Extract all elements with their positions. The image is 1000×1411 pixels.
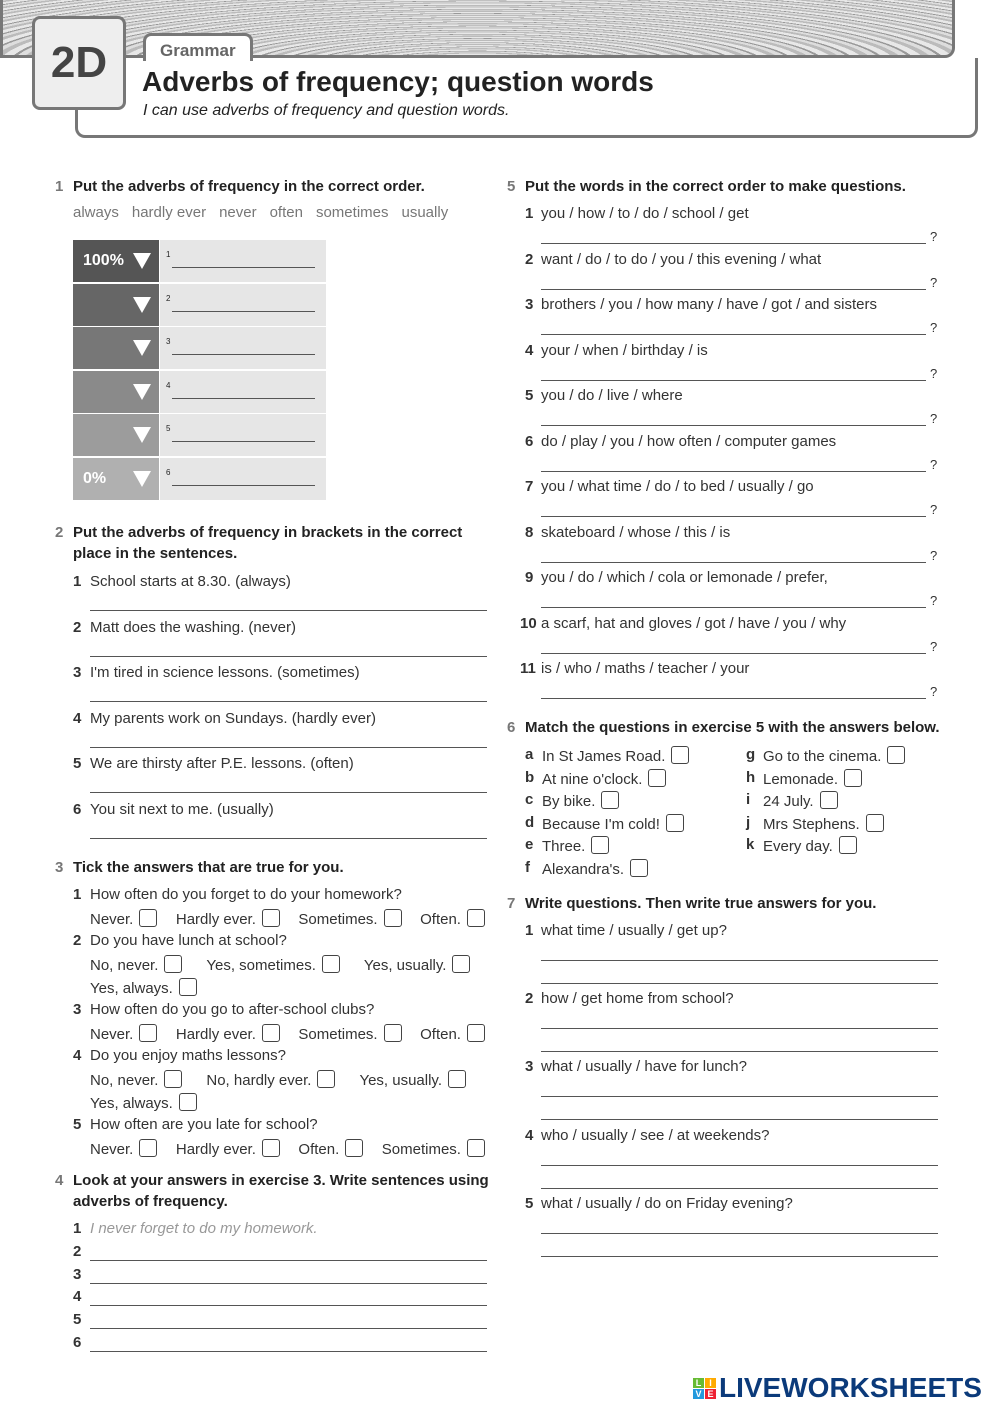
item-number: 5 xyxy=(73,1311,82,1329)
answer-cell-number: 5 xyxy=(166,424,171,433)
answer-letter: a xyxy=(525,746,534,763)
option-label: Sometimes. xyxy=(381,1141,461,1158)
item-number: 1 xyxy=(73,1220,82,1237)
option[interactable] xyxy=(90,1093,197,1112)
answer-line[interactable] xyxy=(541,1051,938,1052)
exercise-title: Put the words in the correct order to make questions. xyxy=(525,178,906,195)
question-mark: ? xyxy=(930,411,938,426)
item-text: School starts at 8.30. (always) xyxy=(90,573,291,590)
answer-letter: d xyxy=(525,813,535,831)
answer-letter: k xyxy=(746,836,755,854)
option-label: Sometimes. xyxy=(298,1026,378,1043)
option[interactable] xyxy=(90,978,197,997)
page-title: Adverbs of frequency; question words xyxy=(142,66,654,97)
question-mark: ? xyxy=(930,456,938,472)
question-mark: ? xyxy=(930,684,938,699)
answer-line[interactable] xyxy=(541,983,938,984)
option-label: No, never. xyxy=(90,1072,159,1089)
exercise-title: Put the adverbs of frequency in the correct order. xyxy=(73,178,425,195)
answer-text: Alexandra's. xyxy=(542,861,625,878)
item-text: brothers / you / how many / have / got / and sisters xyxy=(541,296,877,313)
answer-line[interactable] xyxy=(90,1283,487,1284)
exercise-title: Write questions. Then write true answers for you. xyxy=(525,895,877,912)
down-arrow-icon xyxy=(133,384,151,400)
option-row xyxy=(90,909,485,928)
frequency-scale-cell xyxy=(73,327,159,369)
section-tab: Grammar xyxy=(143,33,253,61)
item-number: 5 xyxy=(525,1194,534,1212)
item-number: 4 xyxy=(525,1126,534,1144)
exercise-number: 6 xyxy=(507,719,516,736)
option[interactable] xyxy=(206,955,340,974)
frequency-scale-cell xyxy=(73,240,159,282)
example-answer: I never forget to do my homework. xyxy=(90,1220,318,1237)
option[interactable] xyxy=(298,909,401,928)
option-row xyxy=(90,955,470,974)
answer-cell xyxy=(160,371,326,413)
item-text: do / play / you / how often / computer games xyxy=(541,432,837,450)
answer-option xyxy=(763,769,862,788)
answer-cell-number: 6 xyxy=(166,467,171,477)
item-number: 2 xyxy=(73,1242,82,1260)
answer-line[interactable] xyxy=(541,1028,938,1029)
answer-line[interactable] xyxy=(541,516,926,517)
item-text: you / what time / do / to bed / usually / go xyxy=(541,478,814,495)
answer-line[interactable] xyxy=(541,334,926,335)
logo-tile: V xyxy=(693,1389,704,1399)
answer-text: Mrs Stephens. xyxy=(763,815,860,833)
item-number: 10 xyxy=(520,614,537,632)
answer-letter: g xyxy=(746,746,756,763)
item-text: you / do / live / where xyxy=(541,387,683,404)
exercise-title: Look at your answers in exercise 3. Write sentences using xyxy=(73,1172,489,1189)
answer-line[interactable] xyxy=(172,485,315,486)
checkbox[interactable] xyxy=(384,1024,402,1042)
item-text: how / get home from school? xyxy=(541,990,734,1008)
option-label: Often. xyxy=(420,1026,461,1043)
checkbox[interactable] xyxy=(839,836,857,854)
item-number: 5 xyxy=(525,387,534,404)
item-number: 6 xyxy=(525,432,534,450)
answer-line[interactable] xyxy=(172,267,315,268)
answer-cell xyxy=(160,458,326,500)
checkbox[interactable] xyxy=(630,859,648,877)
option[interactable] xyxy=(90,909,157,928)
answer-cell-number: 1 xyxy=(166,250,171,259)
answer-line[interactable] xyxy=(172,311,315,312)
item-number: 6 xyxy=(73,1334,82,1351)
scale-label: 0% xyxy=(83,469,107,487)
word-bank-item: hardly ever xyxy=(131,204,207,221)
option[interactable] xyxy=(420,909,485,928)
answer-line[interactable] xyxy=(541,1165,938,1166)
answer-line[interactable] xyxy=(541,1188,938,1189)
item-text: who / usually / see / at weekends? xyxy=(541,1126,770,1144)
exercise-number: 4 xyxy=(55,1172,64,1189)
checkbox[interactable] xyxy=(139,909,157,927)
logo-tiles xyxy=(693,1378,716,1399)
word-bank-item: always xyxy=(73,204,119,221)
checkbox[interactable] xyxy=(384,909,402,927)
answer-text: At nine o'clock. xyxy=(542,770,643,788)
checkbox[interactable] xyxy=(179,1093,197,1111)
checkbox[interactable] xyxy=(317,1070,335,1088)
checkbox[interactable] xyxy=(591,836,609,854)
answer-letter: h xyxy=(746,768,756,786)
liveworksheets-logo xyxy=(693,1372,982,1404)
answer-option xyxy=(542,814,684,833)
item-text: what / usually / do on Friday evening? xyxy=(541,1194,793,1212)
option[interactable] xyxy=(176,909,280,928)
page-subtitle: I can use adverbs of frequency and question words. xyxy=(143,102,510,119)
answer-option xyxy=(542,769,666,788)
answer-line[interactable] xyxy=(541,1256,938,1257)
question-text: How often do you go to after-school clubs? xyxy=(90,1001,375,1018)
answer-option xyxy=(763,836,857,855)
answer-line[interactable] xyxy=(90,610,487,611)
option[interactable] xyxy=(90,1070,182,1089)
checkbox[interactable] xyxy=(452,955,470,973)
item-text: is / who / maths / teacher / your xyxy=(541,660,750,677)
checkbox[interactable] xyxy=(139,1024,157,1042)
answer-letter: i xyxy=(746,791,751,809)
item-text: I'm tired in science lessons. (sometimes) xyxy=(90,664,360,682)
item-number: 5 xyxy=(73,1116,82,1133)
question-mark: ? xyxy=(930,229,938,244)
exercise-title: Put the adverbs of frequency in brackets in the correct xyxy=(73,524,463,541)
option[interactable] xyxy=(359,1070,466,1089)
answer-cell-number: 4 xyxy=(166,380,171,390)
item-number: 9 xyxy=(525,569,534,586)
item-text: your / when / birthday / is xyxy=(541,341,708,359)
checkbox[interactable] xyxy=(887,746,905,764)
item-number: 3 xyxy=(525,1058,534,1076)
answer-option xyxy=(763,746,905,765)
option[interactable] xyxy=(176,1139,280,1158)
answer-line[interactable] xyxy=(541,425,926,426)
logo-text: LIVEWORKSHEETS xyxy=(719,1372,982,1403)
checkbox[interactable] xyxy=(179,978,197,996)
answer-line[interactable] xyxy=(541,1119,938,1120)
answer-option xyxy=(763,791,838,810)
down-arrow-icon xyxy=(133,427,151,443)
answer-line[interactable] xyxy=(541,653,926,654)
question-text: How often are you late for school? xyxy=(90,1116,318,1133)
checkbox[interactable] xyxy=(820,791,838,809)
answer-line[interactable] xyxy=(90,747,487,748)
unit-code: 2D xyxy=(32,16,126,110)
option[interactable] xyxy=(420,1024,485,1043)
option-label: Often. xyxy=(298,1141,340,1158)
question-mark: ? xyxy=(930,365,938,381)
item-text: skateboard / whose / this / is xyxy=(541,523,731,541)
item-text: We are thirsty after P.E. lessons. (often) xyxy=(90,755,354,773)
question-mark: ? xyxy=(930,502,938,517)
answer-text: Go to the cinema. xyxy=(763,748,882,765)
option-row xyxy=(90,978,197,997)
answer-line[interactable] xyxy=(90,792,487,793)
option[interactable] xyxy=(298,1024,401,1043)
answer-cell xyxy=(160,414,326,456)
checkbox[interactable] xyxy=(671,746,689,764)
answer-line[interactable] xyxy=(541,1096,938,1097)
exercise-number: 2 xyxy=(55,524,64,541)
answer-letter: b xyxy=(525,768,535,786)
checkbox[interactable] xyxy=(866,814,884,832)
answer-line[interactable] xyxy=(90,656,487,657)
option-row xyxy=(90,1093,197,1112)
answer-text: 24 July. xyxy=(763,793,814,811)
checkbox[interactable] xyxy=(467,909,485,927)
checkbox[interactable] xyxy=(164,955,182,973)
answer-cell xyxy=(160,327,326,369)
item-number: 7 xyxy=(525,478,534,495)
exercise-number: 1 xyxy=(55,178,64,195)
option-label: Yes, usually. xyxy=(359,1072,442,1089)
answer-cell-number: 3 xyxy=(166,337,171,346)
item-number: 3 xyxy=(73,1265,82,1283)
down-arrow-icon xyxy=(133,253,151,269)
checkbox[interactable] xyxy=(467,1024,485,1042)
answer-cell xyxy=(160,284,326,326)
item-number: 4 xyxy=(73,1047,82,1064)
answer-line[interactable] xyxy=(90,1260,487,1261)
answer-option xyxy=(542,746,689,765)
option-label: Often. xyxy=(420,911,461,928)
question-mark: ? xyxy=(930,593,938,608)
word-bank-item: often xyxy=(269,204,303,221)
frequency-scale-cell xyxy=(73,458,159,500)
frequency-scale-cell xyxy=(73,414,159,456)
logo-tile: I xyxy=(705,1378,716,1388)
question-mark: ? xyxy=(930,274,938,290)
checkbox[interactable] xyxy=(139,1139,157,1157)
item-number: 1 xyxy=(525,922,534,939)
option-label: Never. xyxy=(90,1026,134,1043)
frequency-scale-cell xyxy=(73,284,159,326)
option[interactable] xyxy=(298,1139,363,1158)
item-text: what time / usually / get up? xyxy=(541,922,727,939)
frequency-scale-cell xyxy=(73,371,159,413)
item-number: 2 xyxy=(525,990,534,1008)
item-number: 3 xyxy=(73,1001,82,1018)
item-text: you / do / which / cola or lemonade / prefer, xyxy=(541,569,828,586)
answer-letter: f xyxy=(525,859,530,876)
answer-letter: c xyxy=(525,791,534,809)
answer-letter: j xyxy=(746,813,751,831)
item-number: 4 xyxy=(73,1288,82,1306)
checkbox[interactable] xyxy=(345,1139,363,1157)
exercise-number: 3 xyxy=(55,859,64,876)
answer-line[interactable] xyxy=(172,441,315,442)
answer-text: By bike. xyxy=(542,793,596,811)
answer-cell-number: 2 xyxy=(166,293,171,303)
checkbox[interactable] xyxy=(648,769,666,787)
option-label: Yes, always. xyxy=(90,1095,173,1112)
option-label: Yes, always. xyxy=(90,980,173,997)
answer-letter: e xyxy=(525,836,534,854)
item-number: 1 xyxy=(73,573,82,590)
exercise-title: Tick the answers that are true for you. xyxy=(73,859,344,876)
answer-option xyxy=(542,859,648,878)
exercise-title: Match the questions in exercise 5 with the answers below. xyxy=(525,719,940,736)
word-bank-item: usually xyxy=(401,204,449,221)
question-mark: ? xyxy=(930,638,938,654)
option[interactable] xyxy=(90,1139,157,1158)
option-label: No, never. xyxy=(90,957,159,974)
word-bank-item: sometimes xyxy=(315,204,389,221)
answer-line[interactable] xyxy=(90,838,487,839)
answer-option xyxy=(542,791,619,810)
word-bank xyxy=(73,204,448,221)
option-label: Never. xyxy=(90,1141,134,1158)
option-label: Hardly ever. xyxy=(175,1026,256,1043)
question-text: Do you have lunch at school? xyxy=(90,932,287,949)
item-number: 2 xyxy=(73,932,82,949)
answer-line[interactable] xyxy=(541,289,926,290)
answer-line[interactable] xyxy=(541,698,926,699)
item-number: 1 xyxy=(525,205,534,222)
option-label: Hardly ever. xyxy=(175,1141,256,1158)
logo-tile: L xyxy=(693,1378,704,1388)
down-arrow-icon xyxy=(133,471,151,487)
down-arrow-icon xyxy=(133,297,151,313)
item-number: 1 xyxy=(73,886,82,903)
checkbox[interactable] xyxy=(164,1070,182,1088)
item-number: 11 xyxy=(520,660,536,677)
answer-line[interactable] xyxy=(172,398,315,399)
option-row xyxy=(90,1070,466,1089)
option[interactable] xyxy=(206,1070,335,1089)
answer-line[interactable] xyxy=(541,380,926,381)
answer-cell xyxy=(160,240,326,282)
checkbox[interactable] xyxy=(601,791,619,809)
answer-line[interactable] xyxy=(541,607,926,608)
answer-line[interactable] xyxy=(541,562,926,563)
question-mark: ? xyxy=(930,320,938,335)
exercise-title-line2: place in the sentences. xyxy=(73,545,238,562)
answer-line[interactable] xyxy=(541,243,926,244)
option[interactable] xyxy=(90,1024,157,1043)
checkbox[interactable] xyxy=(467,1139,485,1157)
option-label: Never. xyxy=(90,911,134,928)
answer-text: Lemonade. xyxy=(763,770,839,788)
item-number: 4 xyxy=(525,341,534,359)
answer-option xyxy=(763,814,884,833)
answer-option xyxy=(542,836,609,855)
option[interactable] xyxy=(176,1024,280,1043)
answer-line[interactable] xyxy=(90,701,487,702)
answer-text: Three. xyxy=(542,838,586,856)
question-mark: ? xyxy=(930,547,938,563)
option-label: Sometimes. xyxy=(298,911,378,928)
exercise-title-line2: adverbs of frequency. xyxy=(73,1193,228,1210)
checkbox[interactable] xyxy=(262,1024,280,1042)
item-number: 2 xyxy=(525,250,534,268)
item-number: 4 xyxy=(73,709,82,727)
option-label: No, hardly ever. xyxy=(206,1072,312,1089)
item-text: a scarf, hat and gloves / got / have / you / why xyxy=(541,614,847,632)
option[interactable] xyxy=(364,955,471,974)
item-number: 3 xyxy=(525,296,534,313)
answer-line[interactable] xyxy=(90,1305,487,1306)
option-row xyxy=(90,1024,485,1043)
answer-line[interactable] xyxy=(172,354,315,355)
answer-line[interactable] xyxy=(90,1351,487,1352)
option-label: Yes, usually. xyxy=(363,957,447,974)
option-label: Hardly ever. xyxy=(175,911,256,928)
down-arrow-icon xyxy=(133,340,151,356)
item-text: what / usually / have for lunch? xyxy=(541,1058,747,1076)
item-text: you / how / to / do / school / get xyxy=(541,205,749,222)
exercise-number: 5 xyxy=(507,178,516,195)
answer-line[interactable] xyxy=(541,960,938,961)
checkbox[interactable] xyxy=(262,1139,280,1157)
item-number: 6 xyxy=(73,801,82,818)
checkbox[interactable] xyxy=(844,769,862,787)
answer-line[interactable] xyxy=(541,471,926,472)
option[interactable] xyxy=(382,1139,485,1158)
logo-tile: E xyxy=(705,1389,716,1399)
item-text: You sit next to me. (usually) xyxy=(90,801,274,818)
checkbox[interactable] xyxy=(322,955,340,973)
item-number: 5 xyxy=(73,755,82,773)
checkbox[interactable] xyxy=(666,814,684,832)
item-number: 8 xyxy=(525,523,534,541)
answer-text: Because I'm cold! xyxy=(542,815,660,833)
option-label: Yes, sometimes. xyxy=(206,957,316,974)
word-bank-item: never xyxy=(219,204,257,221)
item-number: 2 xyxy=(73,618,82,636)
question-text: Do you enjoy maths lessons? xyxy=(90,1047,286,1064)
item-text: My parents work on Sundays. (hardly ever) xyxy=(90,709,376,727)
checkbox[interactable] xyxy=(448,1070,466,1088)
answer-text: Every day. xyxy=(763,838,833,856)
answer-text: In St James Road. xyxy=(542,748,666,765)
answer-line[interactable] xyxy=(541,1233,938,1234)
checkbox[interactable] xyxy=(262,909,280,927)
scale-label: 100% xyxy=(83,252,124,269)
item-number: 3 xyxy=(73,664,82,682)
option-row xyxy=(90,1139,485,1158)
exercise-number: 7 xyxy=(507,895,516,912)
item-text: want / do / to do / you / this evening / what xyxy=(541,250,822,268)
item-text: Matt does the washing. (never) xyxy=(90,618,296,636)
question-text: How often do you forget to do your homework? xyxy=(90,886,402,903)
answer-line[interactable] xyxy=(90,1328,487,1329)
option[interactable] xyxy=(90,955,182,974)
